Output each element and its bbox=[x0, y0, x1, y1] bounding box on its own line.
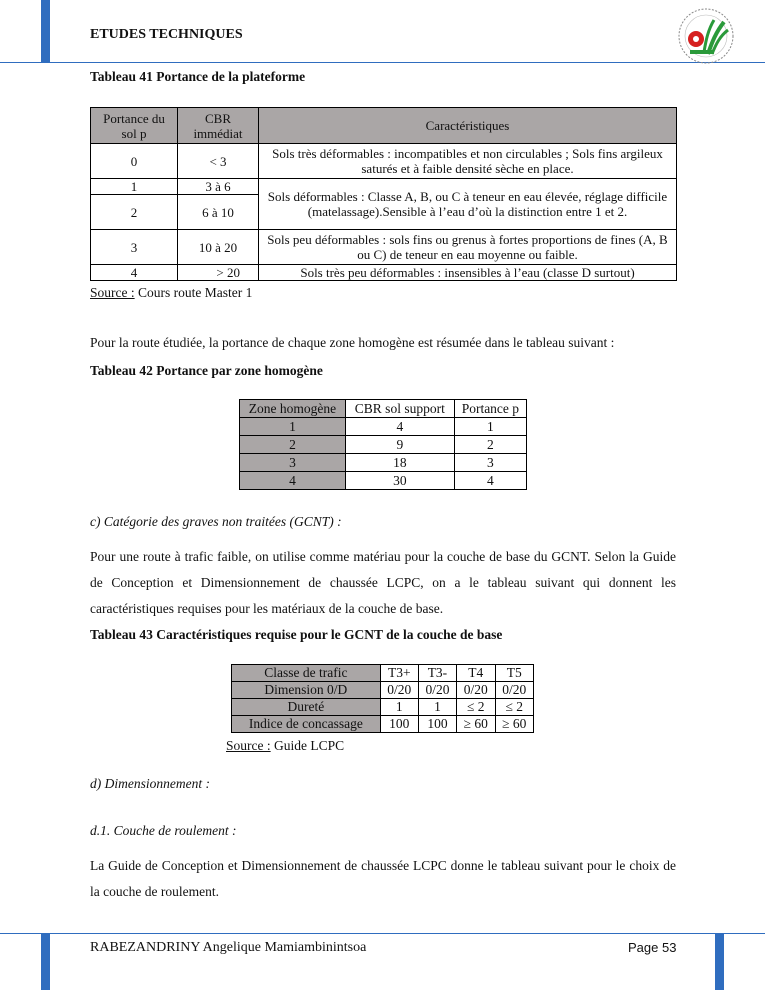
table41-header-caracteristiques: Caractéristiques bbox=[259, 108, 677, 144]
section-c-heading: c) Catégorie des graves non traitées (GCNT) : bbox=[90, 514, 342, 529]
table41-cell-desc-merged: Sols déformables : Classe A, B, ou C à teneur en eau élevée, réglage difficile (matelassage).Sensible à l’eau d’où la distinction entre 1 et 2. bbox=[259, 179, 677, 230]
header-title: ETUDES TECHNIQUES bbox=[90, 27, 243, 42]
table43-caption: Tableau 43 Caractéristiques requise pour le GCNT de la couche de base bbox=[90, 627, 503, 642]
table41-cell-p: 4 bbox=[91, 265, 178, 281]
table43-cell: ≥ 60 bbox=[495, 716, 534, 733]
table42 bbox=[239, 399, 527, 490]
table43-cell: ≤ 2 bbox=[495, 699, 534, 716]
table41-cell-p: 1 bbox=[91, 179, 178, 195]
table-row bbox=[240, 418, 527, 436]
table-row bbox=[240, 472, 527, 490]
table43-cell: ≥ 60 bbox=[457, 716, 495, 733]
paragraph-intro-table42: Pour la route étudiée, la portance de chaque zone homogène est résumée dans le tableau suivant : bbox=[90, 335, 615, 350]
table-row bbox=[232, 716, 534, 733]
institution-logo bbox=[672, 6, 740, 66]
table42-header-zone: Zone homogène bbox=[240, 400, 346, 418]
table43-cell: 100 bbox=[380, 716, 418, 733]
table41-cell-p: 2 bbox=[91, 195, 178, 230]
table42-header-cbr: CBR sol support bbox=[345, 400, 454, 418]
table42-cell-portance: 3 bbox=[454, 454, 526, 472]
table42-caption: Tableau 42 Portance par zone homogène bbox=[90, 363, 323, 378]
table43-cell: 0/20 bbox=[457, 682, 495, 699]
table43-source bbox=[226, 738, 344, 754]
table-row bbox=[91, 230, 677, 265]
table43-header-t4: T4 bbox=[457, 665, 495, 682]
table43-cell: 1 bbox=[418, 699, 456, 716]
table42-cell-portance: 4 bbox=[454, 472, 526, 490]
table43-cell: 0/20 bbox=[380, 682, 418, 699]
table43-header-t3plus: T3+ bbox=[380, 665, 418, 682]
page-number: Page 53 bbox=[628, 940, 677, 955]
section-d-heading: d) Dimensionnement : bbox=[90, 776, 210, 791]
table41-cell-p: 3 bbox=[91, 230, 178, 265]
table-row bbox=[91, 179, 677, 195]
table-row bbox=[232, 699, 534, 716]
table43-cell: 0/20 bbox=[495, 682, 534, 699]
table42-cell-cbr: 18 bbox=[345, 454, 454, 472]
source-value: Guide LCPC bbox=[274, 738, 345, 753]
source-label: Source : bbox=[90, 285, 135, 300]
table-row bbox=[232, 682, 534, 699]
source-value: Cours route Master 1 bbox=[138, 285, 253, 300]
table41-cell-cbr: > 20 bbox=[178, 265, 259, 281]
table41-header-cbr: CBR immédiat bbox=[178, 108, 259, 144]
table41-cell-cbr: 3 à 6 bbox=[178, 179, 259, 195]
table41-caption: Tableau 41 Portance de la plateforme bbox=[90, 69, 306, 84]
table-row bbox=[240, 436, 527, 454]
table-row bbox=[240, 454, 527, 472]
table41-cell-desc: Sols très peu déformables : insensibles à l’eau (classe D surtout) bbox=[259, 265, 677, 281]
table42-cell-portance: 2 bbox=[454, 436, 526, 454]
header-rule bbox=[0, 62, 765, 63]
table42-cell-cbr: 9 bbox=[345, 436, 454, 454]
footer-rule bbox=[0, 933, 765, 934]
table41-source bbox=[90, 285, 252, 301]
table42-cell-zone: 2 bbox=[240, 436, 346, 454]
table41-cell-cbr: 10 à 20 bbox=[178, 230, 259, 265]
table41-cell-cbr: < 3 bbox=[178, 144, 259, 179]
paragraph-gcnt: Pour une route à trafic faible, on utilise comme matériau pour la couche de base du GCNT. Selon la Guide de Conception et Dimensionnement de chaussée LCPC, on a le tableau suivant qui donnent les caractéristiques requises pour les matériaux de la couche de base. bbox=[90, 549, 676, 616]
table43-cell-label: Dureté bbox=[232, 699, 381, 716]
table43-cell-label: Dimension 0/D bbox=[232, 682, 381, 699]
table42-cell-portance: 1 bbox=[454, 418, 526, 436]
table41-header-portance: Portance du sol p bbox=[91, 108, 178, 144]
table43-header-t3minus: T3- bbox=[418, 665, 456, 682]
table42-cell-zone: 3 bbox=[240, 454, 346, 472]
table42-header-portance: Portance p bbox=[454, 400, 526, 418]
footer-accent-bar-left bbox=[41, 933, 50, 990]
table43-cell: ≤ 2 bbox=[457, 699, 495, 716]
table-row bbox=[91, 265, 677, 281]
table41 bbox=[90, 107, 677, 281]
table41-cell-desc: Sols très déformables : incompatibles et non circulables ; Sols fins argileux saturés et à faible densité sèche en place. bbox=[259, 144, 677, 179]
table43 bbox=[231, 664, 534, 733]
table41-cell-desc: Sols peu déformables : sols fins ou grenus à fortes proportions de fines (A, B ou C) de teneur en eau moyenne ou faible. bbox=[259, 230, 677, 265]
footer-author: RABEZANDRINY Angelique Mamiambinintsoa bbox=[90, 940, 367, 955]
table43-cell: 0/20 bbox=[418, 682, 456, 699]
table-row bbox=[91, 144, 677, 179]
paragraph-roulement: La Guide de Conception et Dimensionnement de chaussée LCPC donne le tableau suivant pour le choix de la couche de roulement. bbox=[90, 858, 676, 899]
table43-cell: 100 bbox=[418, 716, 456, 733]
table42-cell-cbr: 4 bbox=[345, 418, 454, 436]
table42-cell-zone: 4 bbox=[240, 472, 346, 490]
table43-header-t5: T5 bbox=[495, 665, 534, 682]
footer-accent-bar-right bbox=[715, 933, 724, 990]
source-label: Source : bbox=[226, 738, 271, 753]
table42-cell-cbr: 30 bbox=[345, 472, 454, 490]
table43-header-classe: Classe de trafic bbox=[232, 665, 381, 682]
table41-cell-p: 0 bbox=[91, 144, 178, 179]
table43-cell-label: Indice de concassage bbox=[232, 716, 381, 733]
table43-cell: 1 bbox=[380, 699, 418, 716]
table41-cell-cbr: 6 à 10 bbox=[178, 195, 259, 230]
section-d1-heading: d.1. Couche de roulement : bbox=[90, 823, 237, 838]
header-accent-bar bbox=[41, 0, 50, 62]
table42-cell-zone: 1 bbox=[240, 418, 346, 436]
